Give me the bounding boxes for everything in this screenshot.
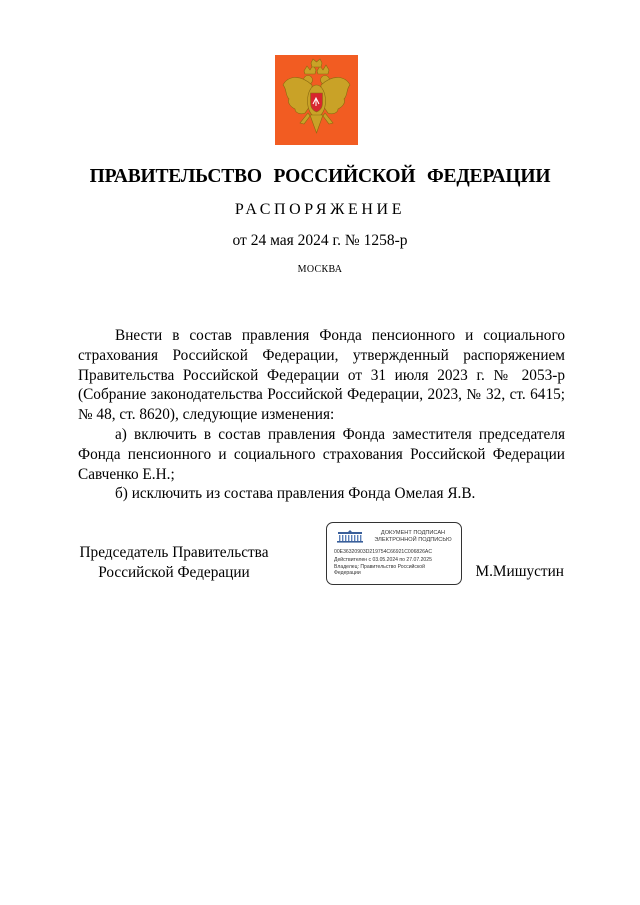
body-paragraph-intro: Внести в состав правления Фонда пенсионного и социального страхования Российской Федерации, утвержденный распоряжением Правительства Российской Федерации от 31 июля 2023 г. № 2053-р (Собрание законодательства Российской Федерации, 2023, № 32, ст. 6415; № 48, ст. 8620), следующие изменения:	[78, 327, 565, 424]
e-signature-stamp	[326, 522, 462, 585]
signer-position-line2: Российской Федерации	[98, 563, 250, 581]
coat-of-arms-icon	[275, 55, 358, 145]
stamp-heading	[367, 530, 459, 544]
document-type: РАСПОРЯЖЕНИЕ	[234, 201, 406, 218]
stamp-heading-line2: ЭЛЕКТРОННОЙ ПОДПИСЬЮ	[374, 537, 452, 543]
stamp-heading-line1: ДОКУМЕНТ ПОДПИСАН	[380, 530, 446, 536]
document-date-number: от 24 мая 2024 г. № 1258-р	[232, 232, 408, 249]
stamp-validity: Действителен с 03.05.2024 по 27.07.2025	[334, 557, 432, 563]
document-city: МОСКВА	[297, 264, 343, 275]
body-paragraph-a: а) включить в состав правления Фонда заместителя председателя Фонда пенсионного и социального страхования Российской Федерации Савченко Е.Н.;	[78, 425, 565, 483]
building-icon	[335, 530, 365, 543]
body-paragraph-b: б) исключить из состава правления Фонда Омелая Я.В.	[115, 485, 476, 503]
signer-position-line1: Председатель Правительства	[79, 544, 269, 561]
document-body	[78, 326, 565, 504]
stamp-serial: 00E36320903D219754C66921C006826AC	[334, 549, 432, 555]
signer-name: М.Мишустин	[475, 563, 564, 580]
stamp-owner-line2: Федерации	[334, 570, 361, 576]
signer-position	[64, 543, 284, 582]
stamp-owner-line1: Владелец: Правительство Российской	[334, 564, 425, 570]
document-title: ПРАВИТЕЛЬСТВО РОССИЙСКОЙ ФЕДЕРАЦИИ	[89, 166, 551, 187]
